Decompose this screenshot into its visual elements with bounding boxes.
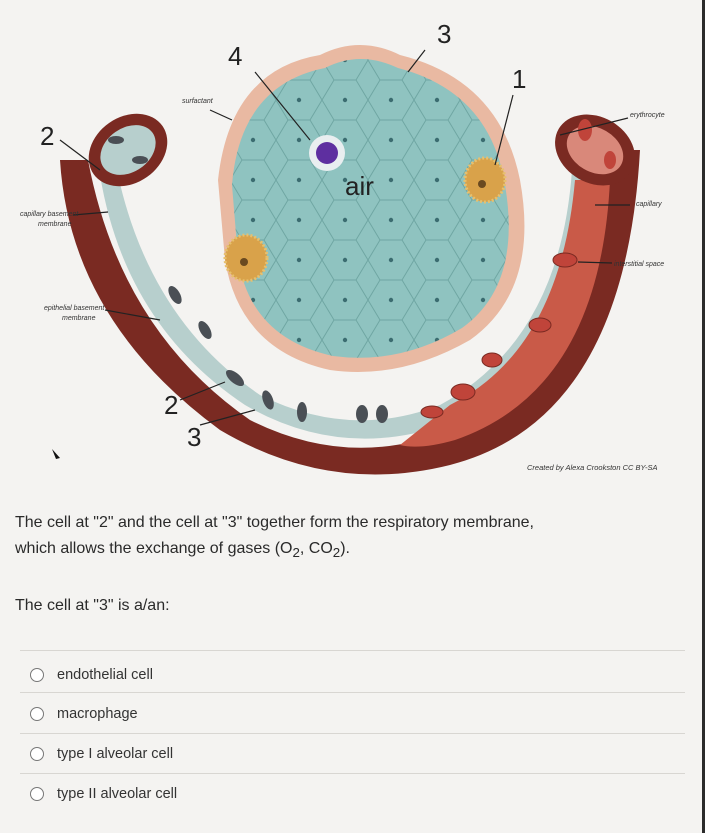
label-number-3-top: 3 xyxy=(437,19,452,49)
question-line-2-prefix: which allows the exchange of gases (O xyxy=(15,540,293,557)
type-ii-cell-left xyxy=(225,235,267,281)
question-line-1: The cell at "2" and the cell at "3" together form the respiratory membrane, xyxy=(15,514,534,531)
option-label: type I alveolar cell xyxy=(57,746,174,762)
subscript-o2: 2 xyxy=(292,545,300,561)
option-type-ii-alveolar-cell[interactable] xyxy=(30,779,177,809)
label-interstitial-space: interstitial space xyxy=(614,261,665,268)
label-capillary-basement-1: capillary basement xyxy=(20,211,79,218)
type-ii-cell-right xyxy=(465,158,505,202)
radio-button[interactable] xyxy=(30,747,44,761)
label-number-2-left: 2 xyxy=(40,121,55,151)
label-number-4: 4 xyxy=(228,41,243,71)
option-endothelial-cell[interactable] xyxy=(30,660,153,690)
image-credit: Created by Alexa Crookston CC BY-SA xyxy=(527,463,658,472)
option-label: endothelial cell xyxy=(57,667,153,683)
alveolar-macrophage xyxy=(309,135,345,171)
subscript-co2: 2 xyxy=(332,545,341,561)
label-capillary-basement-2: membrane xyxy=(38,221,72,228)
cursor-icon xyxy=(52,449,60,459)
label-capillary: capillary xyxy=(636,201,662,208)
question-line-2-suffix: ). xyxy=(340,540,350,557)
option-label: type II alveolar cell xyxy=(57,786,178,802)
radio-button[interactable] xyxy=(30,668,44,682)
option-macrophage[interactable] xyxy=(30,699,138,729)
label-erythrocyte: erythrocyte xyxy=(630,112,665,119)
label-surfactant: surfactant xyxy=(182,98,213,105)
label-number-3-bottom: 3 xyxy=(187,422,202,452)
label-epithelial-basement-2: membrane xyxy=(62,315,96,322)
label-number-1: 1 xyxy=(512,64,527,94)
divider xyxy=(20,733,685,734)
question-line-2-mid: , CO xyxy=(299,540,333,557)
label-air: air xyxy=(345,171,374,201)
radio-button[interactable] xyxy=(30,787,44,801)
question-prompt: The cell at "3" is a/an: xyxy=(15,597,170,614)
label-number-2-bottom: 2 xyxy=(164,390,179,420)
question-text xyxy=(15,510,690,566)
radio-button[interactable] xyxy=(30,707,44,721)
divider xyxy=(20,650,685,651)
divider xyxy=(20,692,685,693)
label-epithelial-basement-1: epithelial basement xyxy=(44,305,105,312)
question-line-2 xyxy=(15,536,690,566)
option-type-i-alveolar-cell[interactable] xyxy=(30,739,173,769)
divider xyxy=(20,773,685,774)
option-label: macrophage xyxy=(57,706,138,722)
